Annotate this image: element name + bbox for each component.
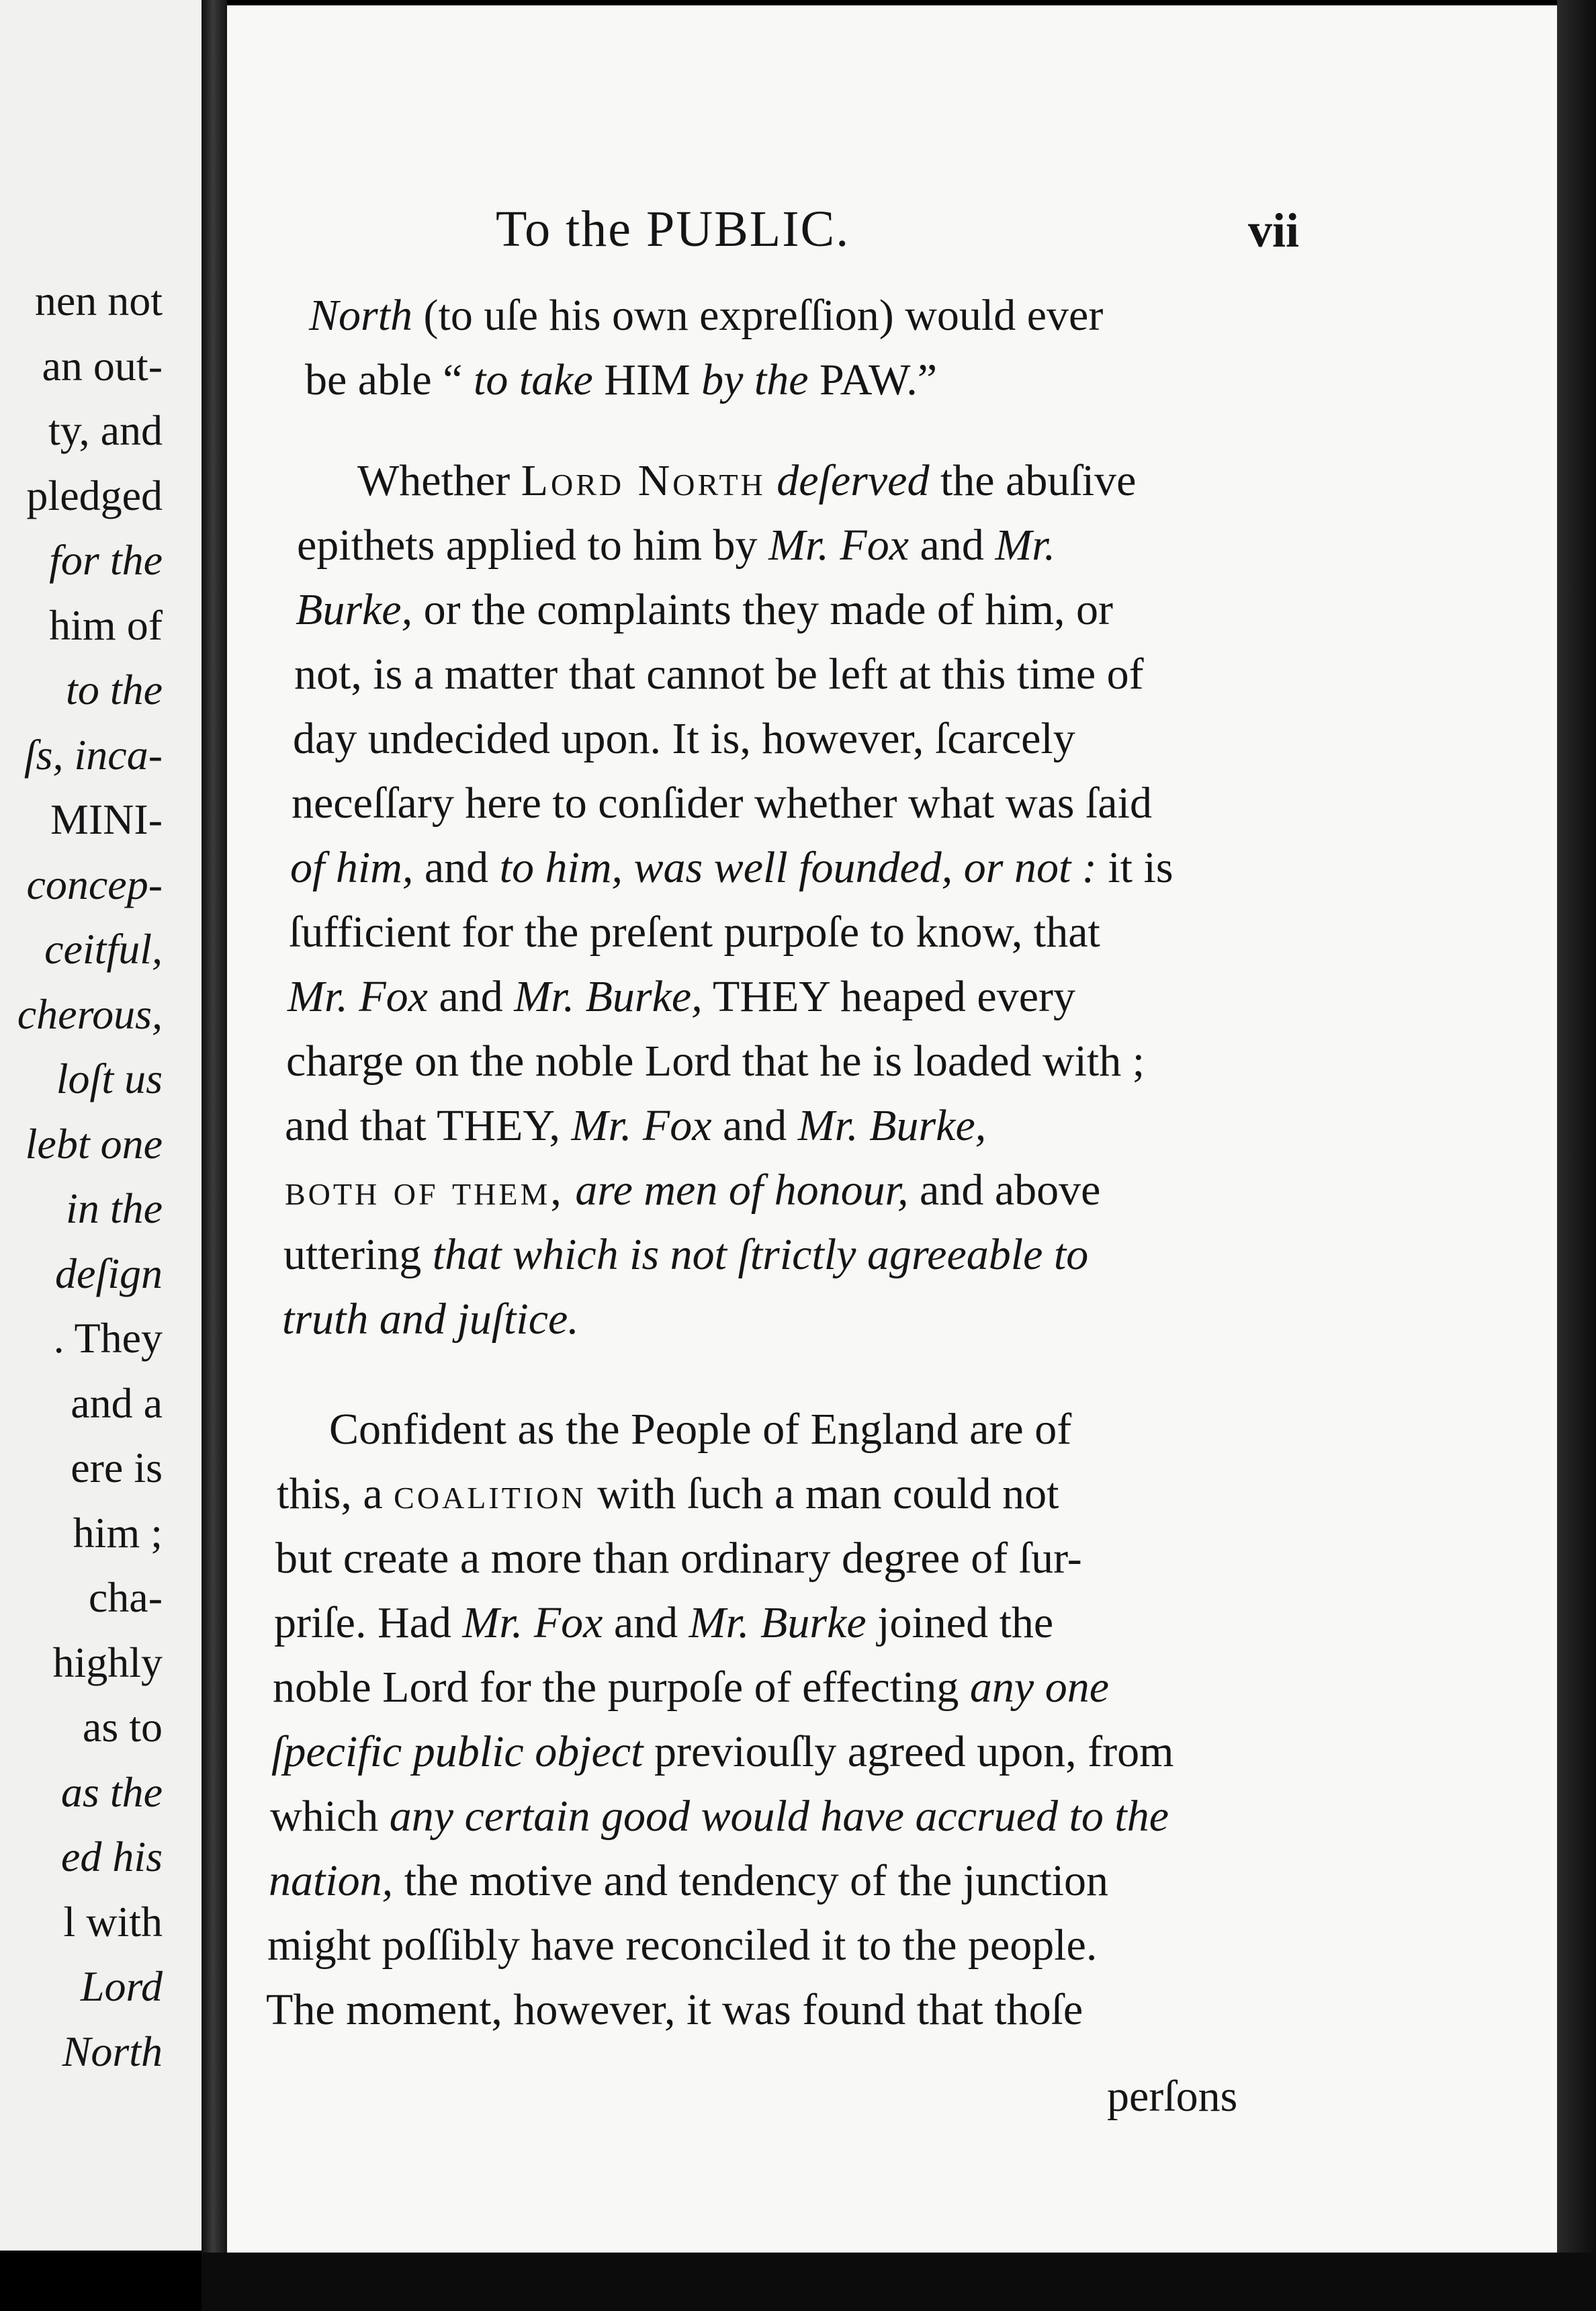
text-run: and [427, 972, 515, 1021]
facing-page-line: lebt one [25, 1119, 163, 1168]
text-run: and [909, 521, 995, 570]
facing-page-line: . They [53, 1314, 163, 1362]
text-run: uttering [283, 1230, 433, 1279]
facing-page-line: an out- [42, 341, 163, 390]
text-run: any certain good would have accrued to the [389, 1792, 1169, 1841]
text-run: and [413, 843, 500, 892]
facing-page-line: ceitful, [44, 925, 163, 973]
text-run: Mr. Fox [287, 972, 428, 1021]
text-line [357, 449, 1136, 513]
text-run: joined the [866, 1598, 1054, 1647]
text-run: Mr. Fox [768, 521, 910, 570]
facing-page-line: ed his [60, 1833, 163, 1880]
text-run: epithets applied to him by [297, 521, 769, 570]
facing-page-line: highly [52, 1638, 163, 1686]
facing-page-line: deſign [55, 1249, 163, 1297]
text-line: day undecided upon. It is, however, ſcarcely [293, 714, 1075, 763]
text-run: and above [908, 1166, 1101, 1215]
text-line [269, 1849, 1108, 1913]
text-run: Burke, [296, 585, 413, 634]
text-run: both of them, [285, 1166, 564, 1215]
text-line: but create a more than ordinary degree of ſur- [275, 1534, 1082, 1583]
text-run: Mr. [995, 521, 1056, 570]
text-line [273, 1655, 1109, 1720]
text-run: of him, [290, 843, 414, 892]
facing-page-fragment [0, 0, 202, 2251]
facing-page-line: pledged [26, 471, 163, 519]
text-run: North [309, 291, 413, 340]
text-line [287, 965, 1075, 1029]
text-run: priſe. Had [274, 1598, 463, 1647]
text-line: The moment, however, it was found that thoſe [266, 1985, 1083, 2034]
text-run: to take [474, 355, 593, 404]
text-run: to him, was well founded, or not : [499, 843, 1097, 892]
text-line: truth and juſtice. [282, 1295, 579, 1344]
text-run: are men of honour, [575, 1166, 909, 1215]
page-number: vii [1248, 204, 1300, 257]
text-line [309, 284, 1103, 348]
text-run: and [711, 1101, 798, 1150]
text-line: ſufficient for the preſent purpoſe to know, that [289, 908, 1100, 957]
text-run: or the complaints they made of him, or [412, 585, 1114, 634]
text-run: the motive and tendency of the junction [393, 1856, 1109, 1905]
text-line [283, 1223, 1088, 1287]
text-run: THEY heaped every [702, 972, 1075, 1021]
text-line [277, 1462, 1059, 1526]
text-run: it is [1096, 843, 1173, 892]
book-gutter [202, 0, 227, 2311]
text-run: PAW.” [808, 355, 938, 404]
facing-page-line: in the [66, 1184, 163, 1232]
text-run: be able “ [305, 355, 474, 404]
text-line [297, 513, 1055, 578]
facing-page-line: and a [71, 1379, 163, 1427]
facing-page-line: l with [63, 1897, 163, 1946]
book-page [227, 5, 1557, 2253]
facing-page-line: him ; [73, 1508, 163, 1557]
facing-page-line: ere is [71, 1444, 163, 1491]
facing-page-line: Lord [80, 1962, 163, 2010]
text-run: noble Lord for the purpoſe of effecting [273, 1663, 970, 1712]
text-run [766, 456, 777, 505]
facing-page-line: as to [82, 1703, 163, 1751]
text-run: deſerved [777, 456, 930, 505]
facing-page-line: loſt us [56, 1055, 163, 1102]
text-run: nation, [269, 1856, 394, 1905]
text-run: previouſly agreed upon, from [643, 1727, 1174, 1776]
text-run: by the [701, 355, 809, 404]
facing-page-line: ſs, inca- [24, 730, 163, 779]
text-line [285, 1158, 1100, 1223]
text-run: this, a [277, 1469, 394, 1518]
text-line [296, 578, 1113, 642]
facing-page-line: cherous, [17, 990, 163, 1038]
text-run: Mr. Fox [462, 1598, 603, 1647]
text-line [271, 1720, 1173, 1784]
text-run: Mr. Burke, [514, 972, 703, 1021]
text-line: might poſſibly have reconciled it to the people. [267, 1921, 1098, 1970]
text-line: Confident as the People of England are of [329, 1405, 1072, 1454]
text-run: Whether [357, 456, 521, 505]
text-line: neceſſary here to conſider whether what was ſaid [292, 779, 1152, 828]
text-line [285, 1094, 986, 1158]
text-run: which [270, 1792, 390, 1841]
facing-page-line: North [62, 2027, 163, 2075]
page-edge-shadow [1557, 0, 1596, 2311]
text-line: not, is a matter that cannot be left at this time of [294, 650, 1144, 699]
text-line [305, 348, 937, 412]
facing-page-line: nen not [34, 277, 163, 324]
text-line [290, 836, 1173, 900]
text-run: Mr. Fox [571, 1101, 712, 1150]
text-run: any one [969, 1663, 1110, 1712]
text-line: charge on the noble Lord that he is loaded with ; [286, 1037, 1145, 1086]
text-run: and [603, 1598, 689, 1647]
facing-page-line: as the [60, 1768, 163, 1816]
text-run: Lord North [521, 456, 766, 505]
text-run: coalition [394, 1469, 586, 1518]
text-run: with ſuch a man could not [586, 1469, 1059, 1518]
facing-page-line: MINI- [50, 795, 163, 843]
facing-page-line: to the [66, 666, 163, 713]
facing-page-line: cha- [88, 1573, 163, 1621]
facing-page-line: for the [49, 536, 163, 584]
text-run: and that THEY, [285, 1101, 572, 1150]
text-run: the abuſive [929, 456, 1137, 505]
text-run [564, 1166, 576, 1215]
text-run: that which is not ſtrictly agreeable to [432, 1230, 1089, 1279]
bottom-shadow [202, 2253, 1596, 2311]
text-run: ſpecific public object [271, 1727, 644, 1776]
running-title: To the PUBLIC. [496, 201, 850, 257]
page-header [227, 200, 1557, 274]
facing-page-line: ty, and [48, 406, 163, 454]
text-run: Mr. Burke [689, 1598, 867, 1647]
text-line [274, 1591, 1053, 1655]
catchword: perſons [1107, 2072, 1238, 2121]
text-run: (to uſe his own expreſſion) would ever [412, 291, 1104, 340]
facing-page-line: him of [49, 601, 163, 649]
text-line [270, 1784, 1169, 1849]
text-run: HIM [592, 355, 702, 404]
text-run: Mr. Burke, [797, 1101, 987, 1150]
facing-page-line: concep- [26, 860, 163, 908]
